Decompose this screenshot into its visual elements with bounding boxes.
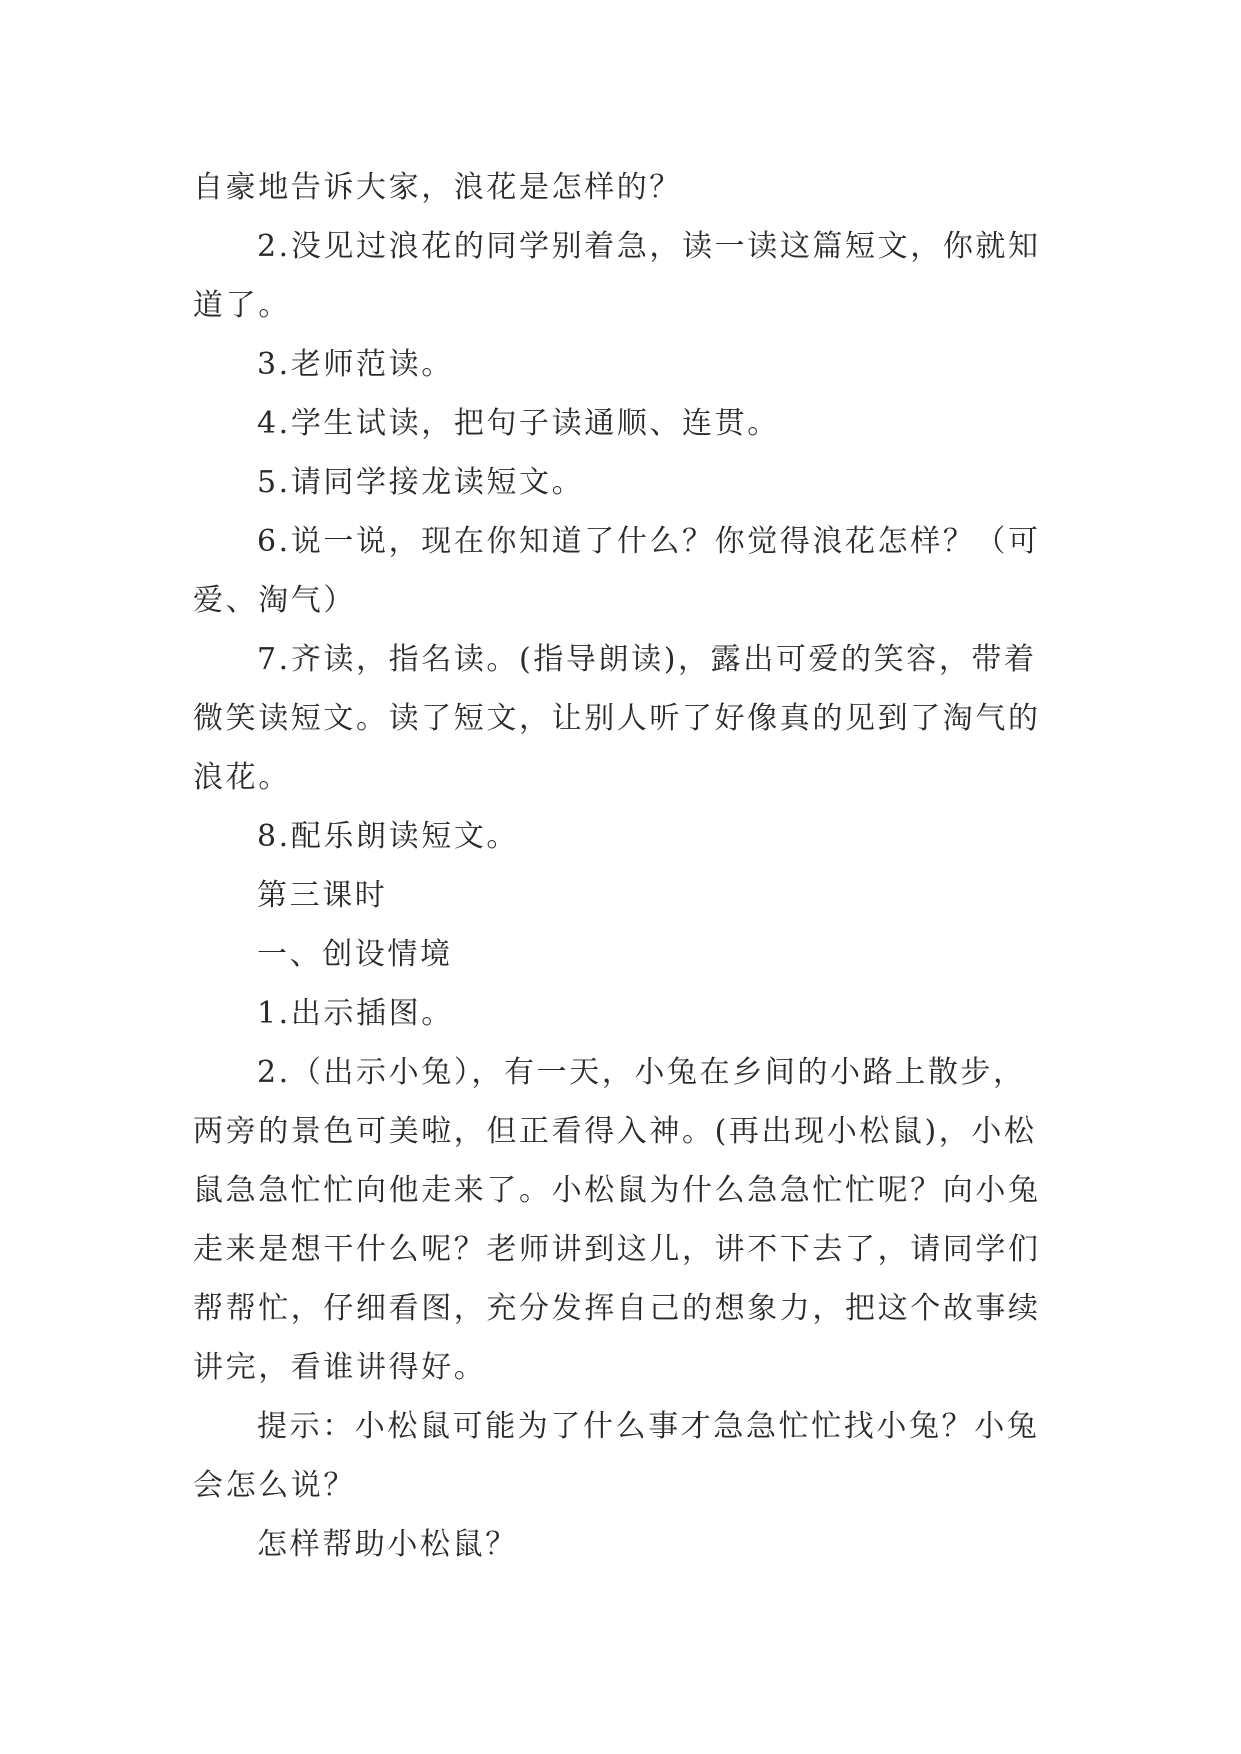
paragraph: 提示：小松鼠可能为了什么事才急急忙忙找小兔？小兔会怎么说？ bbox=[193, 1409, 1040, 1503]
paragraph: 6.说一说，现在你知道了什么？你觉得浪花怎样？（可爱、淘气） bbox=[193, 524, 1041, 618]
paragraph: 3.老师范读。 bbox=[257, 347, 454, 382]
paragraph: 自豪地告诉大家，浪花是怎样的？ bbox=[193, 170, 682, 205]
document-body bbox=[193, 158, 1051, 1574]
paragraph: 8.配乐朗读短文。 bbox=[257, 819, 520, 854]
paragraph: 怎样帮助小松鼠？ bbox=[257, 1527, 518, 1562]
paragraph: 1.出示插图。 bbox=[257, 996, 454, 1031]
paragraph: 2.没见过浪花的同学别着急，读一读这篇短文，你就知道了。 bbox=[193, 229, 1041, 323]
paragraph: 5.请同学接龙读短文。 bbox=[257, 465, 585, 500]
paragraph: 2.（出示小兔），有一天，小兔在乡间的小路上散步，两旁的景色可美啦，但正看得入神。(再出现小松鼠)，小松鼠急急忙忙向他走来了。小松鼠为什么急急忙忙呢？向小兔走来是想干什么呢？老师讲到这儿，讲不下去了，请同学们帮帮忙，仔细看图，充分发挥自己的想象力，把这个故事续讲完，看谁讲得好。 bbox=[193, 1055, 1041, 1385]
subsection-heading: 一、创设情境 bbox=[257, 937, 453, 972]
paragraph: 4.学生试读，把句子读通顺、连贯。 bbox=[257, 406, 780, 441]
paragraph: 7.齐读，指名读。(指导朗读)，露出可爱的笑容，带着微笑读短文。读了短文，让别人听了好像真的见到了淘气的浪花。 bbox=[193, 642, 1041, 795]
section-heading: 第三课时 bbox=[257, 878, 388, 913]
